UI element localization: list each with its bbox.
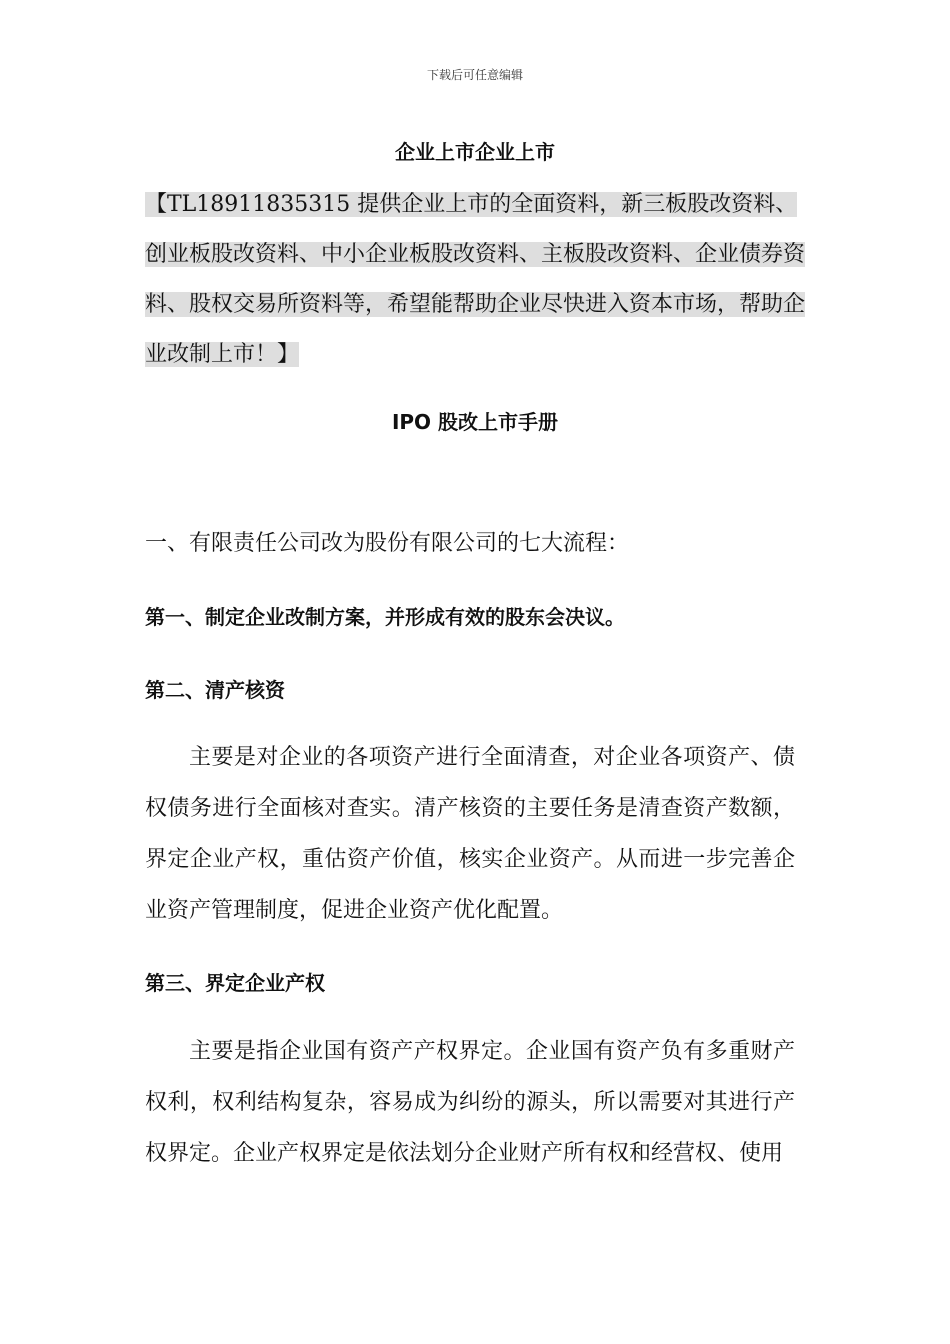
document-title: 企业上市企业上市 [395,140,555,164]
ad-highlight-text: 【TL18911835315 提供企业上市的全面资料，新三板股改资料、创业板股改资料、中小企业板股改资料、主板股改资料、企业债券资料、股权交易所资料等，希望能帮助企业尽快进入资本市场，帮助企业改制上市！】 [145,192,806,367]
step2-paragraph: 主要是对企业的各项资产进行全面清查，对企业各项资产、债权债务进行全面核对查实。清产核资的主要任务是清查资产数额，界定企业产权，重估资产价值，核实企业资产。从而进一步完善企业资产管理制度，促进企业资产优化配置。 [145,745,795,923]
section-intro: 一、有限责任公司改为股份有限公司的七大流程： [145,531,630,556]
step3-heading: 第三、界定企业产权 [145,971,325,995]
document-subtitle: IPO 股改上市手册 [391,410,559,434]
ad-paragraph [145,180,805,380]
step3-paragraph: 主要是指企业国有资产产权界定。企业国有资产负有多重财产权利，权利结构复杂，容易成为纠纷的源头，所以需要对其进行产权界定。企业产权界定是依法划分企业财产所有权和经营权、使用 [145,1039,795,1166]
step1-heading: 第一、制定企业改制方案，并形成有效的股东会决议。 [145,605,625,629]
page-header: 下载后可任意编辑 [426,68,523,82]
step2-heading: 第二、清产核资 [145,678,285,702]
